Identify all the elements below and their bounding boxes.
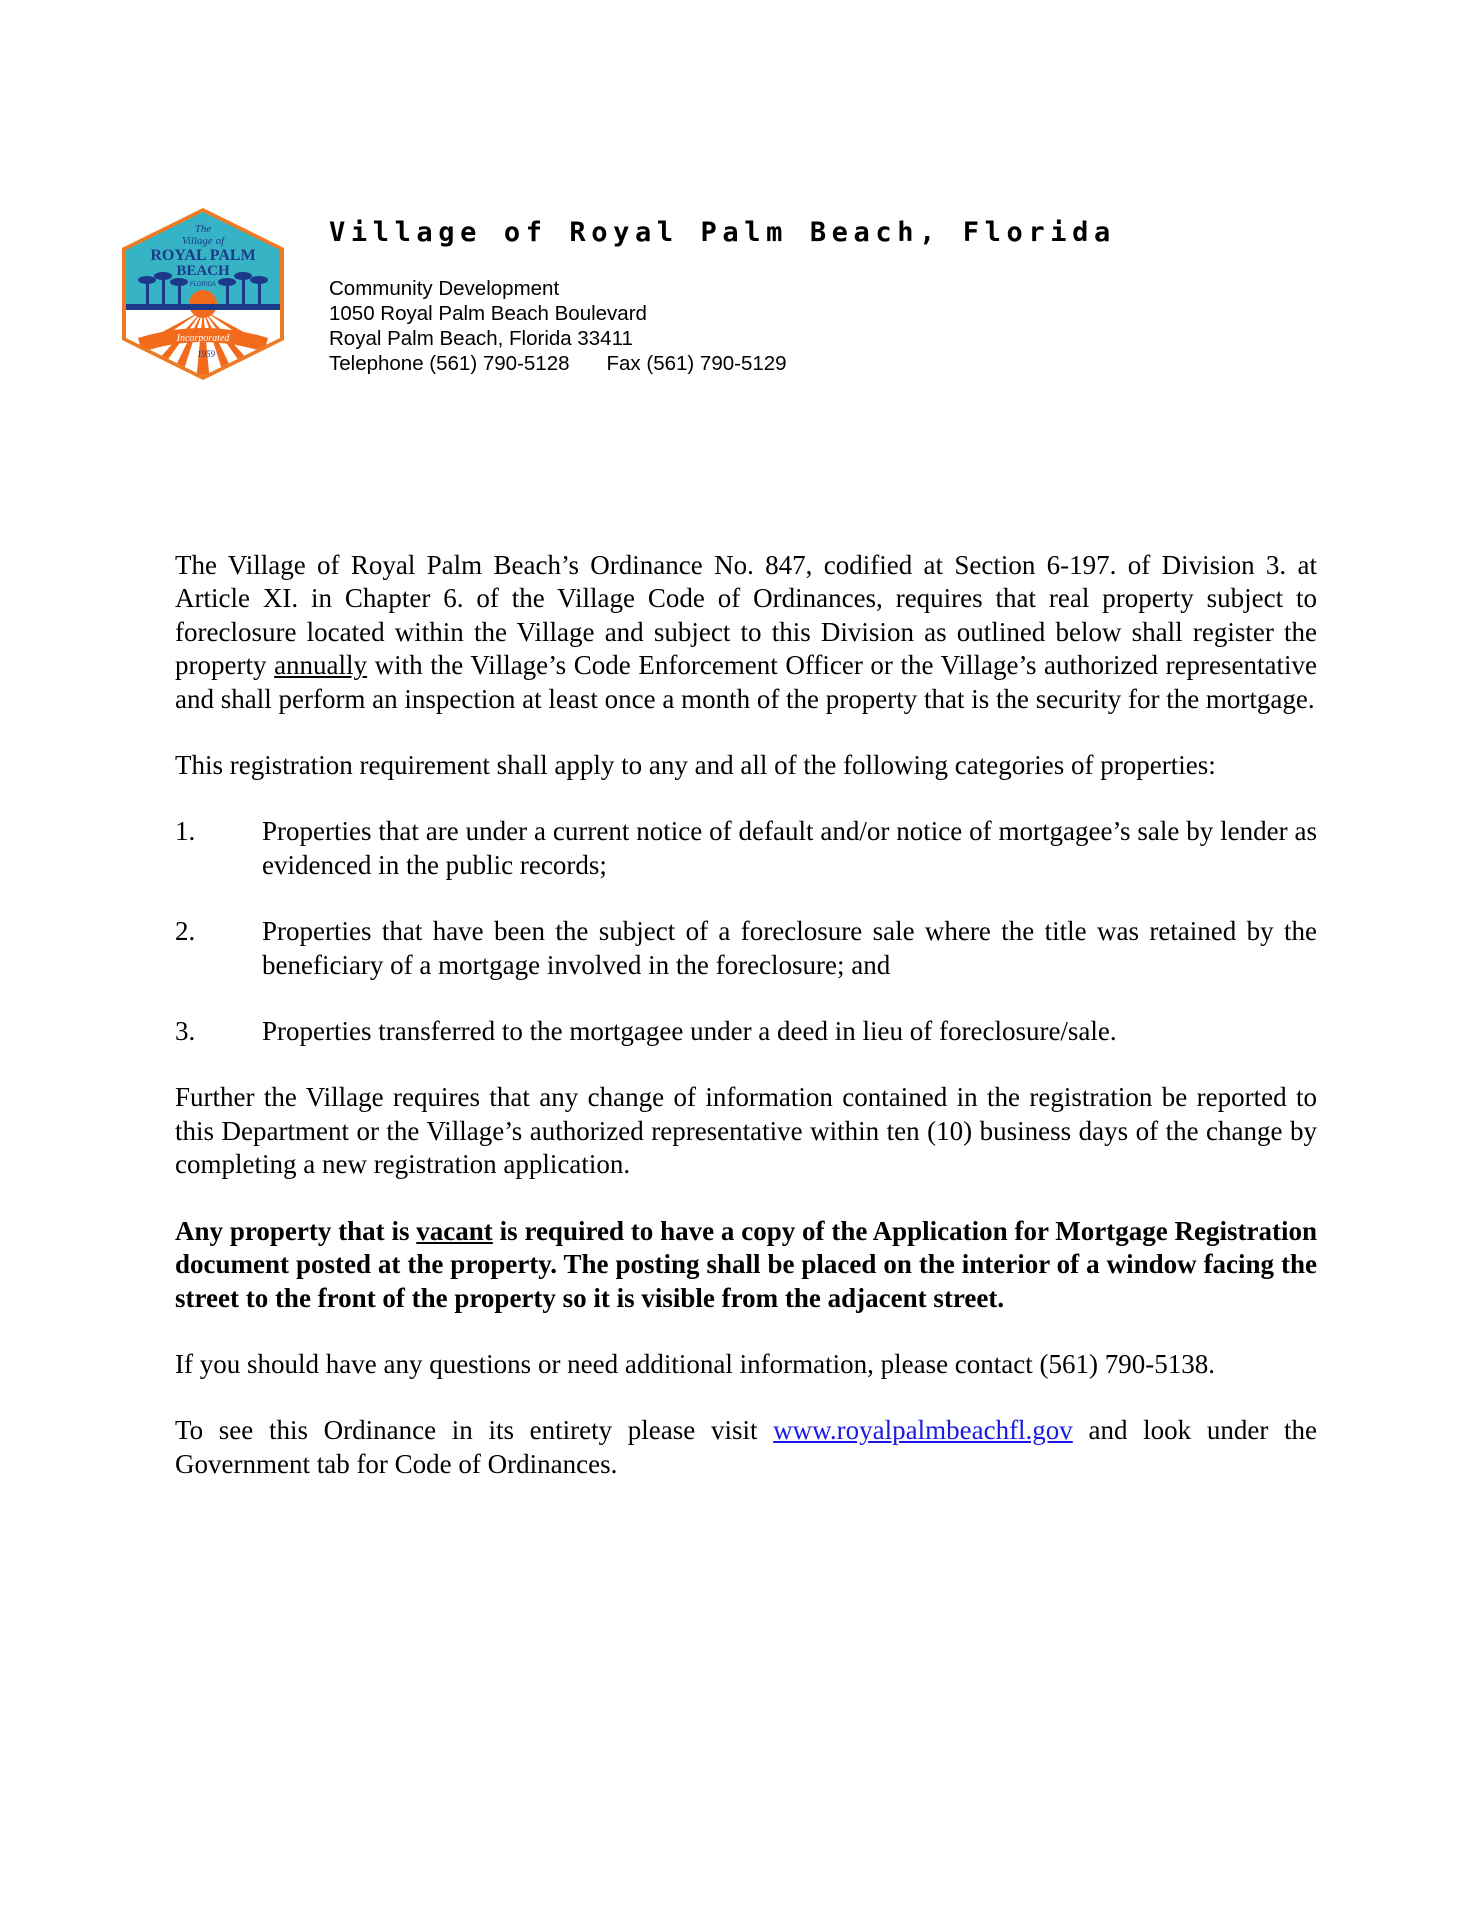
logo-text-incorporated: Incorporated — [176, 333, 230, 344]
list-item-text: Properties that are under a current notice of default and/or notice of mortgagee’s sale by lender as evidenced in the public records; — [262, 816, 1317, 880]
underlined-vacant: vacant — [416, 1215, 493, 1246]
paragraph-vacant-property — [175, 1215, 1317, 1315]
logo-text-village-of: Village of — [181, 235, 225, 247]
letterhead-address — [329, 276, 787, 376]
website-link[interactable]: www.royalpalmbeachfl.gov — [773, 1415, 1073, 1446]
paragraph-categories-intro: This registration requirement shall apply to any and all of the following categories of properties: — [175, 750, 1216, 781]
street-address: 1050 Royal Palm Beach Boulevard — [329, 302, 647, 325]
list-item — [175, 815, 1317, 882]
list-number: 2. — [175, 916, 196, 947]
logo-text-year: 1959 — [197, 349, 215, 359]
list-number: 1. — [175, 816, 196, 847]
website-paragraph-start: To see this Ordinance in its entirety please visit — [175, 1415, 758, 1446]
list-item-text: Properties that have been the subject of a foreclosure sale where the title was retained by the beneficiary of a mortgage involved in the foreclosure; and — [262, 916, 1317, 980]
logo-text-the: The — [194, 223, 212, 235]
list-item — [175, 1015, 1317, 1048]
logo-text-royal-palm: ROYAL PALM — [150, 247, 256, 264]
list-item-text: Properties transferred to the mortgagee under a deed in lieu of foreclosure/sale. — [262, 1016, 1117, 1047]
contact-line — [329, 351, 787, 376]
logo-text-beach: BEACH — [176, 263, 230, 279]
paragraph-ordinance-text: The Village of Royal Palm Beach’s Ordinance No. 847, codified at Section 6-197. of Division 3. at Article XI. in Chapter 6. of the Village Code of Ordinances, requires that real property subject to foreclosure located within the Village and subject to this Division as outlined below shall register the property — [175, 550, 1317, 681]
department-name: Community Development — [329, 277, 560, 300]
logo-text-florida: FLORIDA — [189, 282, 217, 288]
letterhead-title: Village of Royal Palm Beach, Florida — [329, 217, 1116, 248]
fax: Fax (561) 790-5129 — [606, 352, 787, 375]
vacant-paragraph-end: is required to have a copy of the Application for Mortgage Registration document posted at the property. The posting shall be placed on the interior of a window facing the street to the front of the property so it is visible from the adjacent street. — [175, 1215, 1318, 1313]
list-item — [175, 915, 1317, 982]
vacant-paragraph-start: Any property that is — [175, 1215, 410, 1246]
underlined-annually: annually — [274, 650, 368, 681]
list-number: 3. — [175, 1016, 196, 1047]
paragraph-contact: If you should have any questions or need additional information, please contact (561) 790-5138. — [175, 1348, 1215, 1379]
letter-body — [175, 549, 1317, 1481]
village-seal-logo — [118, 206, 288, 382]
telephone: Telephone (561) 790-5128 — [329, 352, 570, 375]
paragraph-ordinance-text-end: with the Village’s Code Enforcement Officer or the Village’s authorized representative and shall perform an inspection at least once a month of the property that is the security for the mortgage. — [175, 650, 1317, 714]
paragraph-website — [175, 1414, 1317, 1481]
paragraph-ordinance — [175, 549, 1317, 716]
city-address: Royal Palm Beach, Florida 33411 — [329, 327, 633, 350]
paragraph-change-of-information: Further the Village requires that any change of information contained in the registration be reported to this Department or the Village’s authorized representative within ten (10) business days of the change by completing a new registration application. — [175, 1082, 1317, 1180]
website-paragraph-end: and look under the Government tab for Code of Ordinances. — [175, 1415, 1318, 1479]
